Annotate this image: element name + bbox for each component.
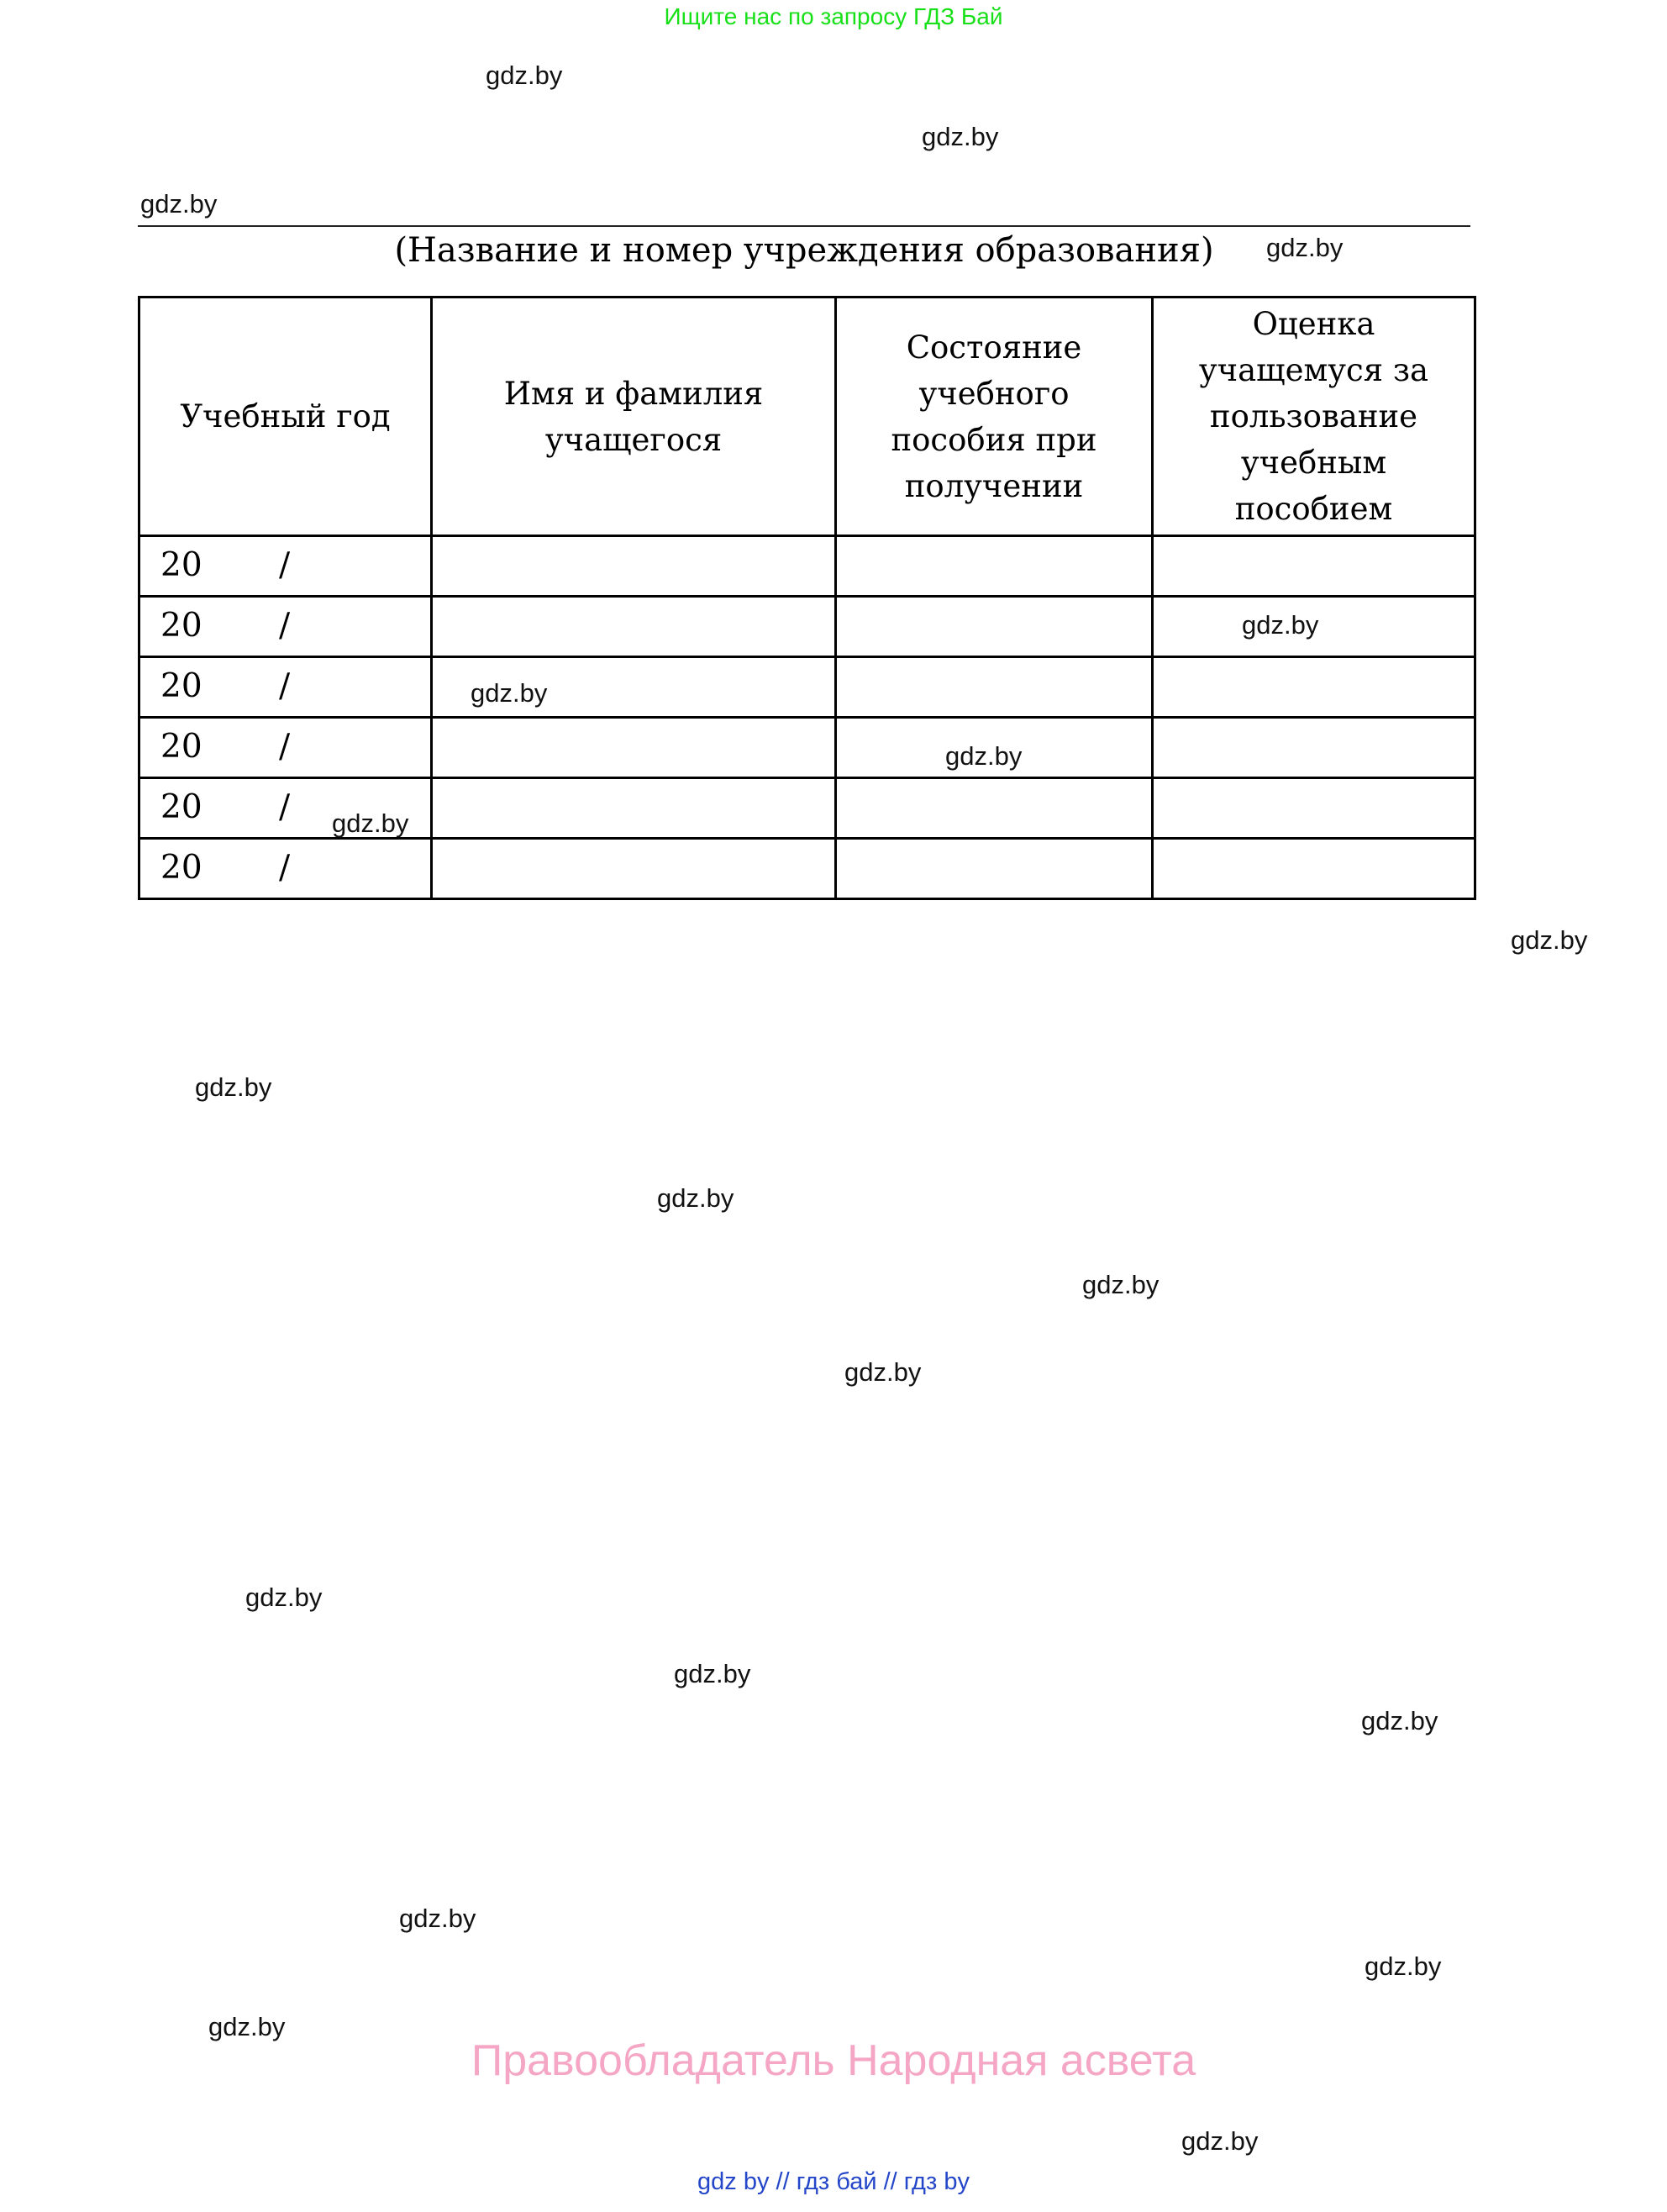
- header-student-name: Имя и фамилия учащегося: [432, 298, 836, 536]
- year-cell: [139, 718, 432, 778]
- grade-cell: [1153, 839, 1475, 899]
- year-cell: [139, 778, 432, 839]
- header-school-year: Учебный год: [139, 298, 432, 536]
- watermark: gdz.by: [945, 741, 1023, 771]
- footer-links[interactable]: gdz by // гдз бай // гдз by: [697, 2168, 970, 2195]
- header-condition: Состояние учебного пособия при получении: [836, 298, 1153, 536]
- watermark: gdz.by: [674, 1659, 751, 1688]
- student-name-cell: [432, 718, 836, 778]
- year-prefix: 20: [160, 788, 202, 826]
- header-grade: Оценка учащемуся за пользование учебным пособием: [1153, 298, 1475, 536]
- condition-cell: [836, 657, 1153, 718]
- rights-holder-watermark: Правообладатель Народная асвета: [471, 2036, 1196, 2085]
- table-row: [139, 597, 1475, 657]
- watermark: gdz.by: [1181, 2126, 1259, 2156]
- table-row: [139, 536, 1475, 597]
- watermark: gdz.by: [140, 189, 218, 219]
- table-row: [139, 839, 1475, 899]
- institution-caption: (Название и номер учреждения образования): [394, 231, 1214, 270]
- top-banner: Ищите нас по запросу ГДЗ Бай: [664, 3, 1003, 29]
- table-row: [139, 718, 1475, 778]
- condition-cell: [836, 597, 1153, 657]
- watermark: gdz.by: [471, 678, 548, 708]
- student-name-cell: [432, 778, 836, 839]
- year-separator: /: [279, 788, 291, 826]
- year-separator: /: [279, 728, 291, 766]
- watermark: gdz.by: [1082, 1270, 1160, 1299]
- year-separator: /: [279, 667, 291, 705]
- grade-cell: [1153, 718, 1475, 778]
- watermark: gdz.by: [245, 1583, 323, 1612]
- year-prefix: 20: [160, 728, 202, 766]
- grade-cell: [1153, 536, 1475, 597]
- year-separator: /: [279, 607, 291, 645]
- watermark: gdz.by: [195, 1072, 272, 1102]
- grade-cell: [1153, 778, 1475, 839]
- condition-cell: [836, 778, 1153, 839]
- watermark: gdz.by: [1511, 925, 1588, 955]
- watermark: gdz.by: [922, 122, 999, 151]
- watermark: gdz.by: [1242, 610, 1319, 640]
- year-prefix: 20: [160, 607, 202, 645]
- year-prefix: 20: [160, 546, 202, 584]
- grade-cell: [1153, 597, 1475, 657]
- year-prefix: 20: [160, 849, 202, 887]
- institution-name-line: [138, 225, 1470, 227]
- grade-cell: [1153, 657, 1475, 718]
- watermark: gdz.by: [657, 1183, 734, 1213]
- watermark: gdz.by: [399, 1904, 476, 1933]
- year-cell: [139, 839, 432, 899]
- student-name-cell: [432, 839, 836, 899]
- condition-cell: [836, 839, 1153, 899]
- table-row: [139, 778, 1475, 839]
- year-separator: /: [279, 546, 291, 584]
- year-cell: [139, 597, 432, 657]
- condition-cell: [836, 718, 1153, 778]
- watermark: gdz.by: [1365, 1951, 1442, 1981]
- condition-cell: [836, 536, 1153, 597]
- student-name-cell: [432, 657, 836, 718]
- year-prefix: 20: [160, 667, 202, 705]
- student-name-cell: [432, 536, 836, 597]
- watermark: gdz.by: [332, 808, 409, 838]
- watermark: gdz.by: [486, 61, 563, 90]
- year-separator: /: [279, 849, 291, 887]
- table-header-row: [139, 298, 1475, 536]
- watermark: gdz.by: [1266, 233, 1344, 262]
- watermark: gdz.by: [1361, 1706, 1438, 1735]
- table-row: [139, 657, 1475, 718]
- watermark: gdz.by: [208, 2012, 286, 2041]
- year-cell: [139, 657, 432, 718]
- year-cell: [139, 536, 432, 597]
- textbook-register-table: [138, 296, 1476, 900]
- student-name-cell: [432, 597, 836, 657]
- watermark: gdz.by: [844, 1357, 922, 1387]
